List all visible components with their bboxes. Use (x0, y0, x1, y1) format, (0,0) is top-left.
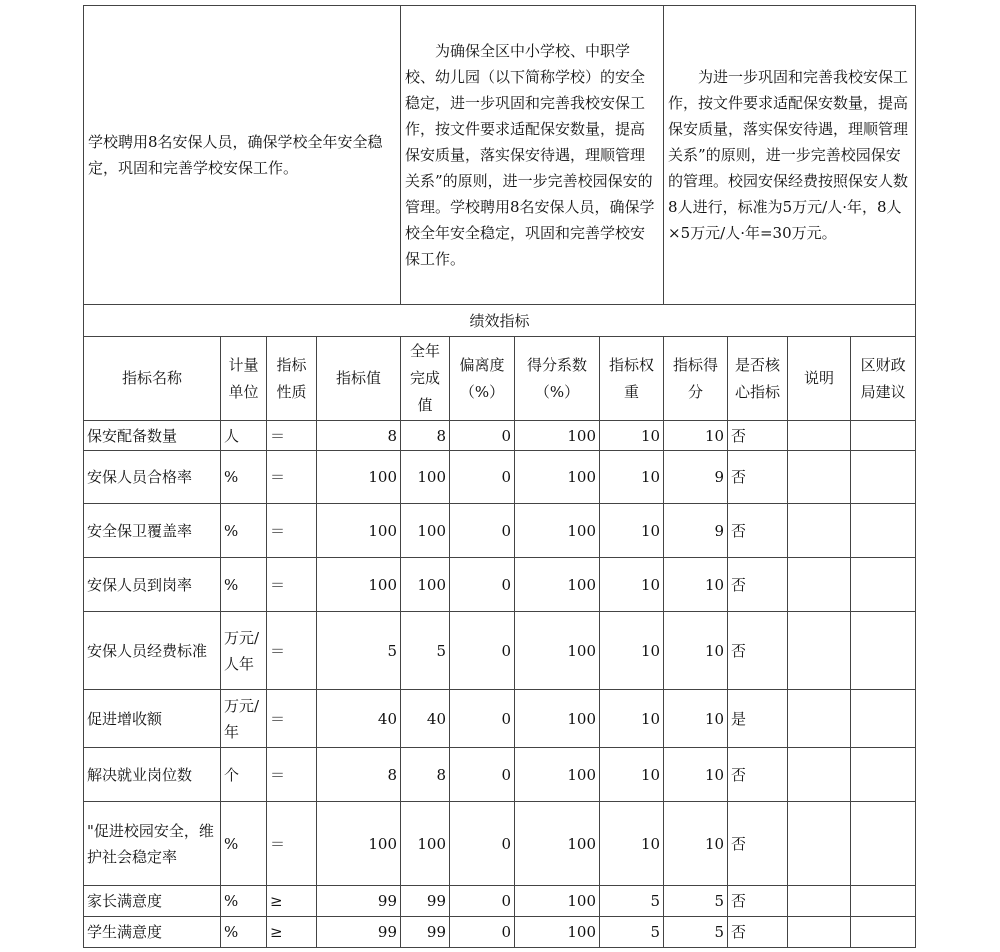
score-cell: 9 (664, 504, 728, 558)
core-indicator-cell: 否 (728, 612, 788, 690)
unit-cell: % (221, 802, 267, 886)
header-coef: 得分系数（%） (515, 337, 600, 421)
indicator-name-cell: 学生满意度 (84, 917, 221, 948)
score-coefficient-cell: 100 (515, 690, 600, 748)
target-value-cell: 8 (317, 748, 401, 802)
actual-value-cell: 100 (401, 504, 450, 558)
target-value-cell: 100 (317, 504, 401, 558)
table-row (84, 612, 916, 690)
description-text-3: 为进一步巩固和完善我校安保工作，按文件要求适配保安数量，提高保安质量，落实保安待遇，理顺管理关系”的原则，进一步完善校园保安的管理。校园安保经费按照保安人数8人进行，标准为5万元/人·年，8人×5万元/人·年=30万元。 (668, 68, 909, 242)
deviation-cell: 0 (450, 690, 515, 748)
actual-value-cell: 100 (401, 451, 450, 504)
weight-cell: 10 (600, 558, 664, 612)
table-row (84, 451, 916, 504)
header-deviation: 偏离度（%） (450, 337, 515, 421)
score-cell: 5 (664, 917, 728, 948)
target-value-cell: 99 (317, 886, 401, 917)
note-cell (788, 748, 851, 802)
indicator-name-cell: 促进增收额 (84, 690, 221, 748)
score-coefficient-cell: 100 (515, 421, 600, 451)
nature-cell: ＝ (267, 451, 317, 504)
description-row (84, 6, 916, 305)
advice-cell (851, 690, 916, 748)
score-coefficient-cell: 100 (515, 612, 600, 690)
header-note: 说明 (788, 337, 851, 421)
deviation-cell: 0 (450, 421, 515, 451)
weight-cell: 10 (600, 504, 664, 558)
description-text-2: 为确保全区中小学校、中职学校、幼儿园（以下简称学校）的安全稳定，进一步巩固和完善我校安保工作，按文件要求适配保安数量，提高保安质量，落实保安待遇，理顺管理关系”的原则，进一步完善校园保安的管理。学校聘用8名安保人员，确保学校全年安全稳定，巩固和完善学校安保工作。 (405, 42, 655, 268)
deviation-cell: 0 (450, 748, 515, 802)
indicator-name-cell: 家长满意度 (84, 886, 221, 917)
weight-cell: 10 (600, 451, 664, 504)
weight-cell: 5 (600, 886, 664, 917)
score-coefficient-cell: 100 (515, 748, 600, 802)
score-coefficient-cell: 100 (515, 558, 600, 612)
weight-cell: 10 (600, 421, 664, 451)
weight-cell: 10 (600, 690, 664, 748)
advice-cell (851, 612, 916, 690)
header-score: 指标得分 (664, 337, 728, 421)
indicator-name-cell: 安保人员经费标准 (84, 612, 221, 690)
advice-cell (851, 802, 916, 886)
actual-value-cell: 5 (401, 612, 450, 690)
core-indicator-cell: 否 (728, 917, 788, 948)
indicator-name-cell: 解决就业岗位数 (84, 748, 221, 802)
target-value-cell: 100 (317, 451, 401, 504)
score-cell: 10 (664, 612, 728, 690)
section-title-row (84, 305, 916, 337)
score-coefficient-cell: 100 (515, 917, 600, 948)
unit-cell: % (221, 917, 267, 948)
note-cell (788, 612, 851, 690)
description-cell-1 (84, 6, 401, 305)
unit-cell: 个 (221, 748, 267, 802)
table-row (84, 748, 916, 802)
header-advice: 区财政局建议 (851, 337, 916, 421)
unit-cell: % (221, 504, 267, 558)
nature-cell: ＝ (267, 612, 317, 690)
note-cell (788, 451, 851, 504)
core-indicator-cell: 是 (728, 690, 788, 748)
advice-cell (851, 504, 916, 558)
header-weight: 指标权重 (600, 337, 664, 421)
core-indicator-cell: 否 (728, 802, 788, 886)
unit-cell: % (221, 558, 267, 612)
score-cell: 10 (664, 421, 728, 451)
table-row (84, 917, 916, 948)
unit-cell: 人 (221, 421, 267, 451)
advice-cell (851, 917, 916, 948)
core-indicator-cell: 否 (728, 886, 788, 917)
nature-cell: ＝ (267, 421, 317, 451)
advice-cell (851, 748, 916, 802)
deviation-cell: 0 (450, 917, 515, 948)
score-coefficient-cell: 100 (515, 886, 600, 917)
target-value-cell: 99 (317, 917, 401, 948)
indicator-name-cell: 安保人员合格率 (84, 451, 221, 504)
actual-value-cell: 8 (401, 748, 450, 802)
header-name: 指标名称 (84, 337, 221, 421)
score-coefficient-cell: 100 (515, 802, 600, 886)
header-row (84, 337, 916, 421)
header-core: 是否核心指标 (728, 337, 788, 421)
score-coefficient-cell: 100 (515, 451, 600, 504)
advice-cell (851, 421, 916, 451)
note-cell (788, 558, 851, 612)
note-cell (788, 690, 851, 748)
performance-table (83, 5, 916, 948)
description-cell-3 (664, 6, 916, 305)
nature-cell: ≥ (267, 917, 317, 948)
actual-value-cell: 100 (401, 558, 450, 612)
score-cell: 10 (664, 558, 728, 612)
unit-cell: 万元/人年 (221, 612, 267, 690)
nature-cell: ＝ (267, 748, 317, 802)
target-value-cell: 5 (317, 612, 401, 690)
deviation-cell: 0 (450, 558, 515, 612)
target-value-cell: 100 (317, 558, 401, 612)
table-row (84, 504, 916, 558)
header-nature: 指标性质 (267, 337, 317, 421)
table-row (84, 421, 916, 451)
actual-value-cell: 100 (401, 802, 450, 886)
weight-cell: 10 (600, 802, 664, 886)
nature-cell: ＝ (267, 504, 317, 558)
actual-value-cell: 99 (401, 917, 450, 948)
score-cell: 9 (664, 451, 728, 504)
deviation-cell: 0 (450, 886, 515, 917)
advice-cell (851, 558, 916, 612)
note-cell (788, 886, 851, 917)
header-actual: 全年完成值 (401, 337, 450, 421)
table-row (84, 802, 916, 886)
score-cell: 10 (664, 748, 728, 802)
section-title: 绩效指标 (84, 305, 916, 337)
score-cell: 10 (664, 802, 728, 886)
nature-cell: ≥ (267, 886, 317, 917)
table-row (84, 690, 916, 748)
note-cell (788, 421, 851, 451)
unit-cell: % (221, 451, 267, 504)
core-indicator-cell: 否 (728, 748, 788, 802)
score-coefficient-cell: 100 (515, 504, 600, 558)
indicator-name-cell: "促进校园安全，维护社会稳定率 (84, 802, 221, 886)
deviation-cell: 0 (450, 612, 515, 690)
score-cell: 10 (664, 690, 728, 748)
note-cell (788, 802, 851, 886)
deviation-cell: 0 (450, 504, 515, 558)
nature-cell: ＝ (267, 558, 317, 612)
weight-cell: 10 (600, 748, 664, 802)
description-text-1: 学校聘用8名安保人员，确保学校全年安全稳定，巩固和完善学校安保工作。 (88, 133, 383, 177)
core-indicator-cell: 否 (728, 421, 788, 451)
actual-value-cell: 8 (401, 421, 450, 451)
indicator-name-cell: 安全保卫覆盖率 (84, 504, 221, 558)
note-cell (788, 504, 851, 558)
deviation-cell: 0 (450, 802, 515, 886)
target-value-cell: 40 (317, 690, 401, 748)
indicator-name-cell: 安保人员到岗率 (84, 558, 221, 612)
description-cell-2 (401, 6, 664, 305)
note-cell (788, 917, 851, 948)
indicator-name-cell: 保安配备数量 (84, 421, 221, 451)
core-indicator-cell: 否 (728, 504, 788, 558)
weight-cell: 10 (600, 612, 664, 690)
advice-cell (851, 451, 916, 504)
target-value-cell: 100 (317, 802, 401, 886)
actual-value-cell: 40 (401, 690, 450, 748)
deviation-cell: 0 (450, 451, 515, 504)
header-target: 指标值 (317, 337, 401, 421)
nature-cell: ＝ (267, 690, 317, 748)
core-indicator-cell: 否 (728, 558, 788, 612)
nature-cell: ＝ (267, 802, 317, 886)
target-value-cell: 8 (317, 421, 401, 451)
unit-cell: 万元/年 (221, 690, 267, 748)
advice-cell (851, 886, 916, 917)
score-cell: 5 (664, 886, 728, 917)
unit-cell: % (221, 886, 267, 917)
weight-cell: 5 (600, 917, 664, 948)
table-row (84, 886, 916, 917)
core-indicator-cell: 否 (728, 451, 788, 504)
table-row (84, 558, 916, 612)
header-unit: 计量单位 (221, 337, 267, 421)
actual-value-cell: 99 (401, 886, 450, 917)
